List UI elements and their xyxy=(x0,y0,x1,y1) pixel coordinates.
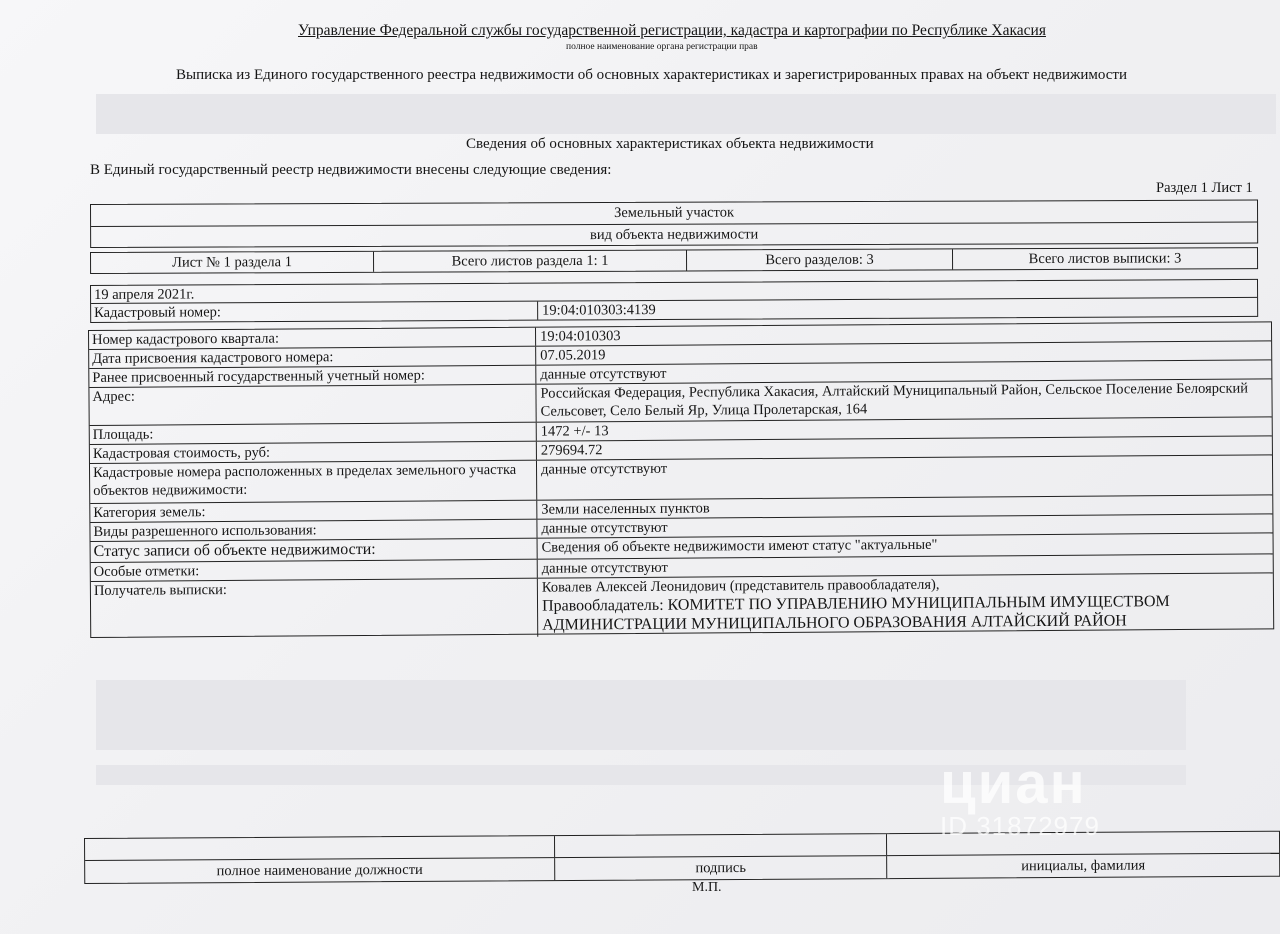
sheet-number: Лист № 1 раздела 1 xyxy=(91,252,374,273)
recipient-line-2: Правообладатель: КОМИТЕТ ПО УПРАВЛЕНИЮ МУНИЦИПАЛЬНЫМ ИМУЩЕСТВОМ xyxy=(541,593,1170,615)
bleed-through-block xyxy=(96,94,1276,134)
row-value xyxy=(538,573,1273,636)
initials-caption: инициалы, фамилия xyxy=(1021,857,1146,875)
row-value: Российская Федерация, Республика Хакасия, Алтайский Муниципальный Район, Сельское Поселение Белоярский Сельсовет, Село Белый Яр, Улица Пролетарская, 164 xyxy=(540,380,1249,420)
object-type: Земельный участок xyxy=(614,204,735,221)
characteristics-table xyxy=(88,321,1274,638)
row-label: Категория земель: xyxy=(90,501,537,522)
signature-table xyxy=(84,831,1280,884)
row-label: Номер кадастрового квартала: xyxy=(89,328,536,349)
intro-text: В Единый государственный реестр недвижимости внесены следующие сведения: xyxy=(90,162,612,178)
row-label: Статус записи об объекте недвижимости: xyxy=(91,539,538,562)
row-label: Особые отметки: xyxy=(91,560,538,581)
bleed-through-block xyxy=(96,680,1186,750)
watermark-brand: циан xyxy=(940,751,1087,816)
table-row xyxy=(91,573,1273,640)
header-info-box xyxy=(90,279,1258,323)
recipient-line-1: Ковалев Алексей Леонидович (представитель правообладателя), xyxy=(541,576,940,596)
row-label: Площадь: xyxy=(90,423,537,444)
org-name: Управление Федеральной службы государственной регистрации, кадастра и картографии по Республике Хакасия xyxy=(298,22,1046,39)
row-value: Земли населенных пунктов xyxy=(541,500,710,518)
sheet-info-row xyxy=(90,247,1258,274)
object-type-caption: вид объекта недвижимости xyxy=(91,222,1257,248)
recipient-line-3: АДМИНИСТРАЦИИ МУНИЦИПАЛЬНОГО ОБРАЗОВАНИЯ АЛТАЙСКИЙ РАЙОН xyxy=(542,612,1127,634)
position-caption: полное наименование должности xyxy=(85,858,555,883)
row-label: Кадастровая стоимость, руб: xyxy=(90,442,537,463)
row-label: Дата присвоения кадастрового номера: xyxy=(89,347,536,368)
row-value: 19:04:010303 xyxy=(540,328,621,345)
row-label: Получатель выписки: xyxy=(91,579,538,640)
section-title: Сведения об основных характеристиках объекта недвижимости xyxy=(466,136,874,152)
row-value: 07.05.2019 xyxy=(540,347,606,364)
document-title: Выписка из Единого государственного реестра недвижимости об основных характеристиках и зарегистрированных правах на объект недвижимости xyxy=(176,67,1128,83)
sheets-in-section: Всего листов раздела 1: 1 xyxy=(374,250,687,271)
row-value: данные отсутствуют xyxy=(541,559,668,577)
object-type-box xyxy=(90,200,1258,248)
row-value: 1472 +/- 13 xyxy=(540,423,609,440)
watermark xyxy=(940,750,1100,842)
total-sheets: Всего листов выписки: 3 xyxy=(1028,250,1182,268)
row-label: Кадастровые номера расположенных в пределах земельного участка объектов недвижимости: xyxy=(90,461,537,503)
row-label: Виды разрешенного использования: xyxy=(90,520,537,541)
signature-caption: подпись xyxy=(555,856,887,880)
watermark-id: ID 31872979 xyxy=(940,811,1100,841)
row-value: данные отсутствуют xyxy=(540,365,667,383)
org-name-caption: полное наименование органа регистрации прав xyxy=(566,42,758,52)
row-value: 279694.72 xyxy=(540,442,603,459)
total-sections: Всего разделов: 3 xyxy=(687,249,953,270)
row-value: данные отсутствуют xyxy=(540,460,668,478)
row-label: Кадастровый номер: xyxy=(91,302,538,322)
row-value: Сведения об объекте недвижимости имеют статус "актуальные" xyxy=(541,536,938,556)
statement-date: 19 апреля 2021г. xyxy=(91,280,1257,304)
row-label: Ранее присвоенный государственный учетный номер: xyxy=(89,366,536,387)
stamp-place-label: М.П. xyxy=(692,880,722,895)
section-sheet-label: Раздел 1 Лист 1 xyxy=(1156,180,1253,196)
row-value: данные отсутствуют xyxy=(541,519,668,537)
cadastral-number: 19:04:010303:4139 xyxy=(542,302,656,319)
row-label: Адрес: xyxy=(89,385,536,425)
